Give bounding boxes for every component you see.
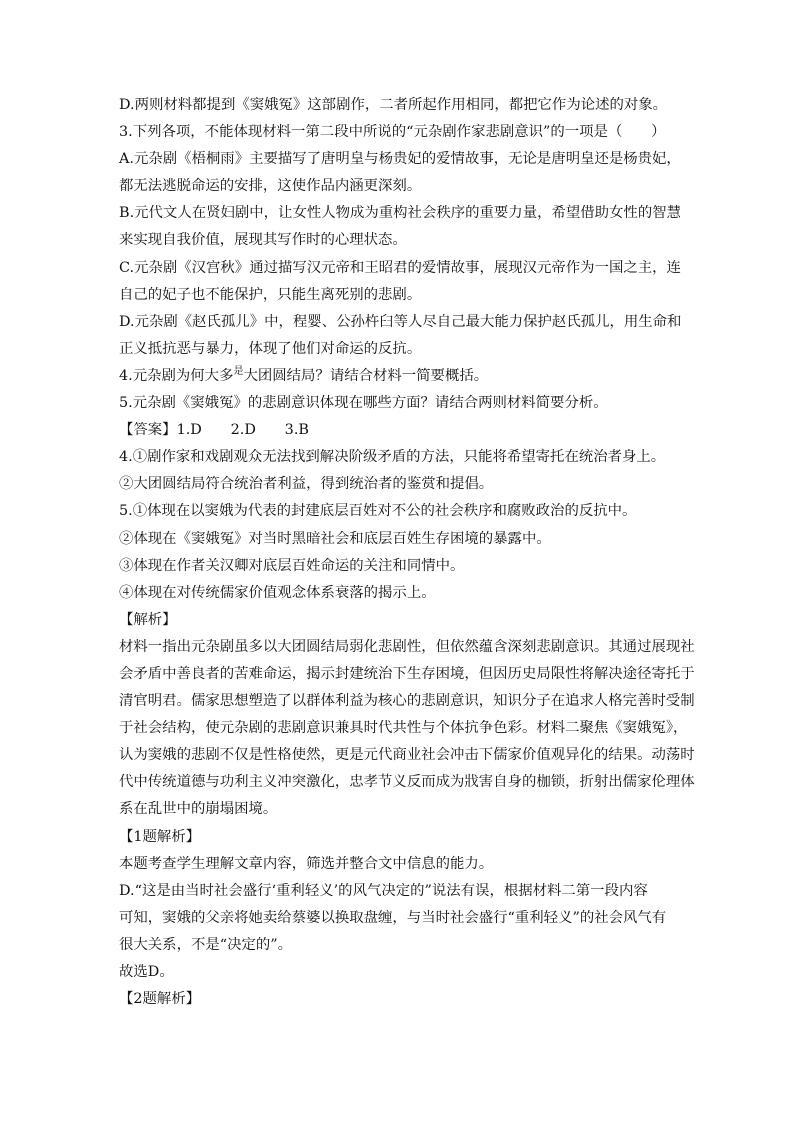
- option-c: C.元杂剧《汉宫秋》通过描写汉元帝和王昭君的爱情故事，展现汉元帝作为一国之主，连: [119, 259, 681, 276]
- analysis-line: 系在乱世中的崩塌困境。: [119, 801, 278, 818]
- option-a: A.元杂剧《梧桐雨》主要描写了唐明皇与杨贵妃的爱情故事，无论是唐明皇还是杨贵妃，: [119, 151, 681, 168]
- analysis-line: 本题考查学生理解文章内容，筛选并整合文中信息的能力。: [119, 855, 494, 872]
- answer-line: 5.①体现在以窦娥为代表的封建底层百姓对不公的社会秩序和腐败政治的反抗中。: [119, 503, 637, 520]
- answer-line: ③体现在作者关汉卿对底层百姓命运的关注和同情中。: [119, 557, 465, 574]
- analysis-line: 认为窦娥的悲剧不仅是性格使然，更是元代商业社会冲击下儒家价值观异化的结果。动荡时: [119, 747, 695, 764]
- option-b: B.元代文人在贤妇剧中，让女性人物成为重构社会秩序的重要力量，希望借助女性的智慧: [119, 205, 681, 222]
- document-page: [119, 92, 695, 1013]
- q4-sup: 是: [233, 366, 244, 378]
- answer-line: 4.①剧作家和戏剧观众无法找到解决阶级矛盾的方法，只能将希望寄托在统治者身上。: [119, 449, 666, 466]
- q1-analysis-heading: 【1题解析】: [119, 828, 201, 845]
- answer-line: ②大团圆结局符合统治者利益，得到统治者的鉴赏和提倡。: [119, 476, 494, 493]
- text-line: 都无法逃脱命运的安排，这使作品内涵更深刻。: [119, 178, 422, 195]
- question-5: 5.元杂剧《窦娥冤》的悲剧意识体现在哪些方面？请结合两则材料简要分析。: [119, 395, 608, 412]
- option-d: D.元杂剧《赵氏孤儿》中，程婴、公孙杵臼等人尽自己最大能力保护赵氏孤儿，用生命和: [119, 313, 682, 330]
- analysis-line: 故选D。: [119, 964, 174, 980]
- answer-line: ④体现在对传统儒家价值观念体系衰落的揭示上。: [119, 584, 436, 601]
- analysis-line: D.“这是由当时社会盛行‘重利轻义’的风气决定的”说法有误，根据材料二第一段内容: [119, 882, 648, 899]
- q2-analysis-heading: 【2题解析】: [119, 991, 201, 1008]
- question-3: 3.下列各项，不能体现材料一第二段中所说的“元杂剧作家悲剧意识”的一项是（ ）: [119, 124, 666, 141]
- answer-heading: 【答案】1.D 2.D 3.B: [119, 422, 309, 439]
- text-line: D.两则材料都提到《窦娥冤》这部剧作，二者所起作用相同，都把它作为论述的对象。: [119, 97, 668, 113]
- analysis-line: 材料一指出元杂剧虽多以大团圆结局弱化悲剧性，但依然蕴含深刻悲剧意识。其通过展现社: [119, 638, 695, 655]
- q4-after: 大团圆结局？请结合材料一简要概括。: [243, 367, 489, 384]
- analysis-line: 可知，窦娥的父亲将她卖给蔡婆以换取盘缠，与当时社会盛行“重利轻义”的社会风气有: [119, 909, 667, 926]
- text-line: 自己的妃子也不能保护，只能生离死别的悲剧。: [119, 286, 422, 303]
- analysis-heading: 【解析】: [119, 611, 177, 628]
- question-4: [119, 363, 679, 390]
- text-line: 来实现自我价值，展现其写作时的心理状态。: [119, 232, 407, 249]
- q4-before: 4.元杂剧为何大多: [119, 367, 234, 384]
- analysis-line: 很大关系，不是“决定的”。: [119, 936, 293, 953]
- analysis-line: 会矛盾中善良者的苦难命运，揭示封建统治下生存困境，但因历史局限性将解决途径寄托于: [119, 665, 695, 682]
- analysis-line: 于社会结构，使元杂剧的悲剧意识兼具时代共性与个体抗争色彩。材料二聚焦《窦娥冤》，: [119, 720, 688, 737]
- answer-line: ②体现在《窦娥冤》对当时黑暗社会和底层百姓生存困境的暴露中。: [119, 530, 551, 547]
- text-line: 正义抵抗恶与暴力，体现了他们对命运的反抗。: [119, 340, 422, 357]
- analysis-line: 代中传统道德与功利主义冲突激化，忠孝节义反而成为戕害自身的枷锁，折射出儒家伦理体: [119, 774, 695, 791]
- analysis-line: 清官明君。儒家思想塑造了以群体利益为核心的悲剧意识，知识分子在追求人格完善时受制: [119, 693, 695, 710]
